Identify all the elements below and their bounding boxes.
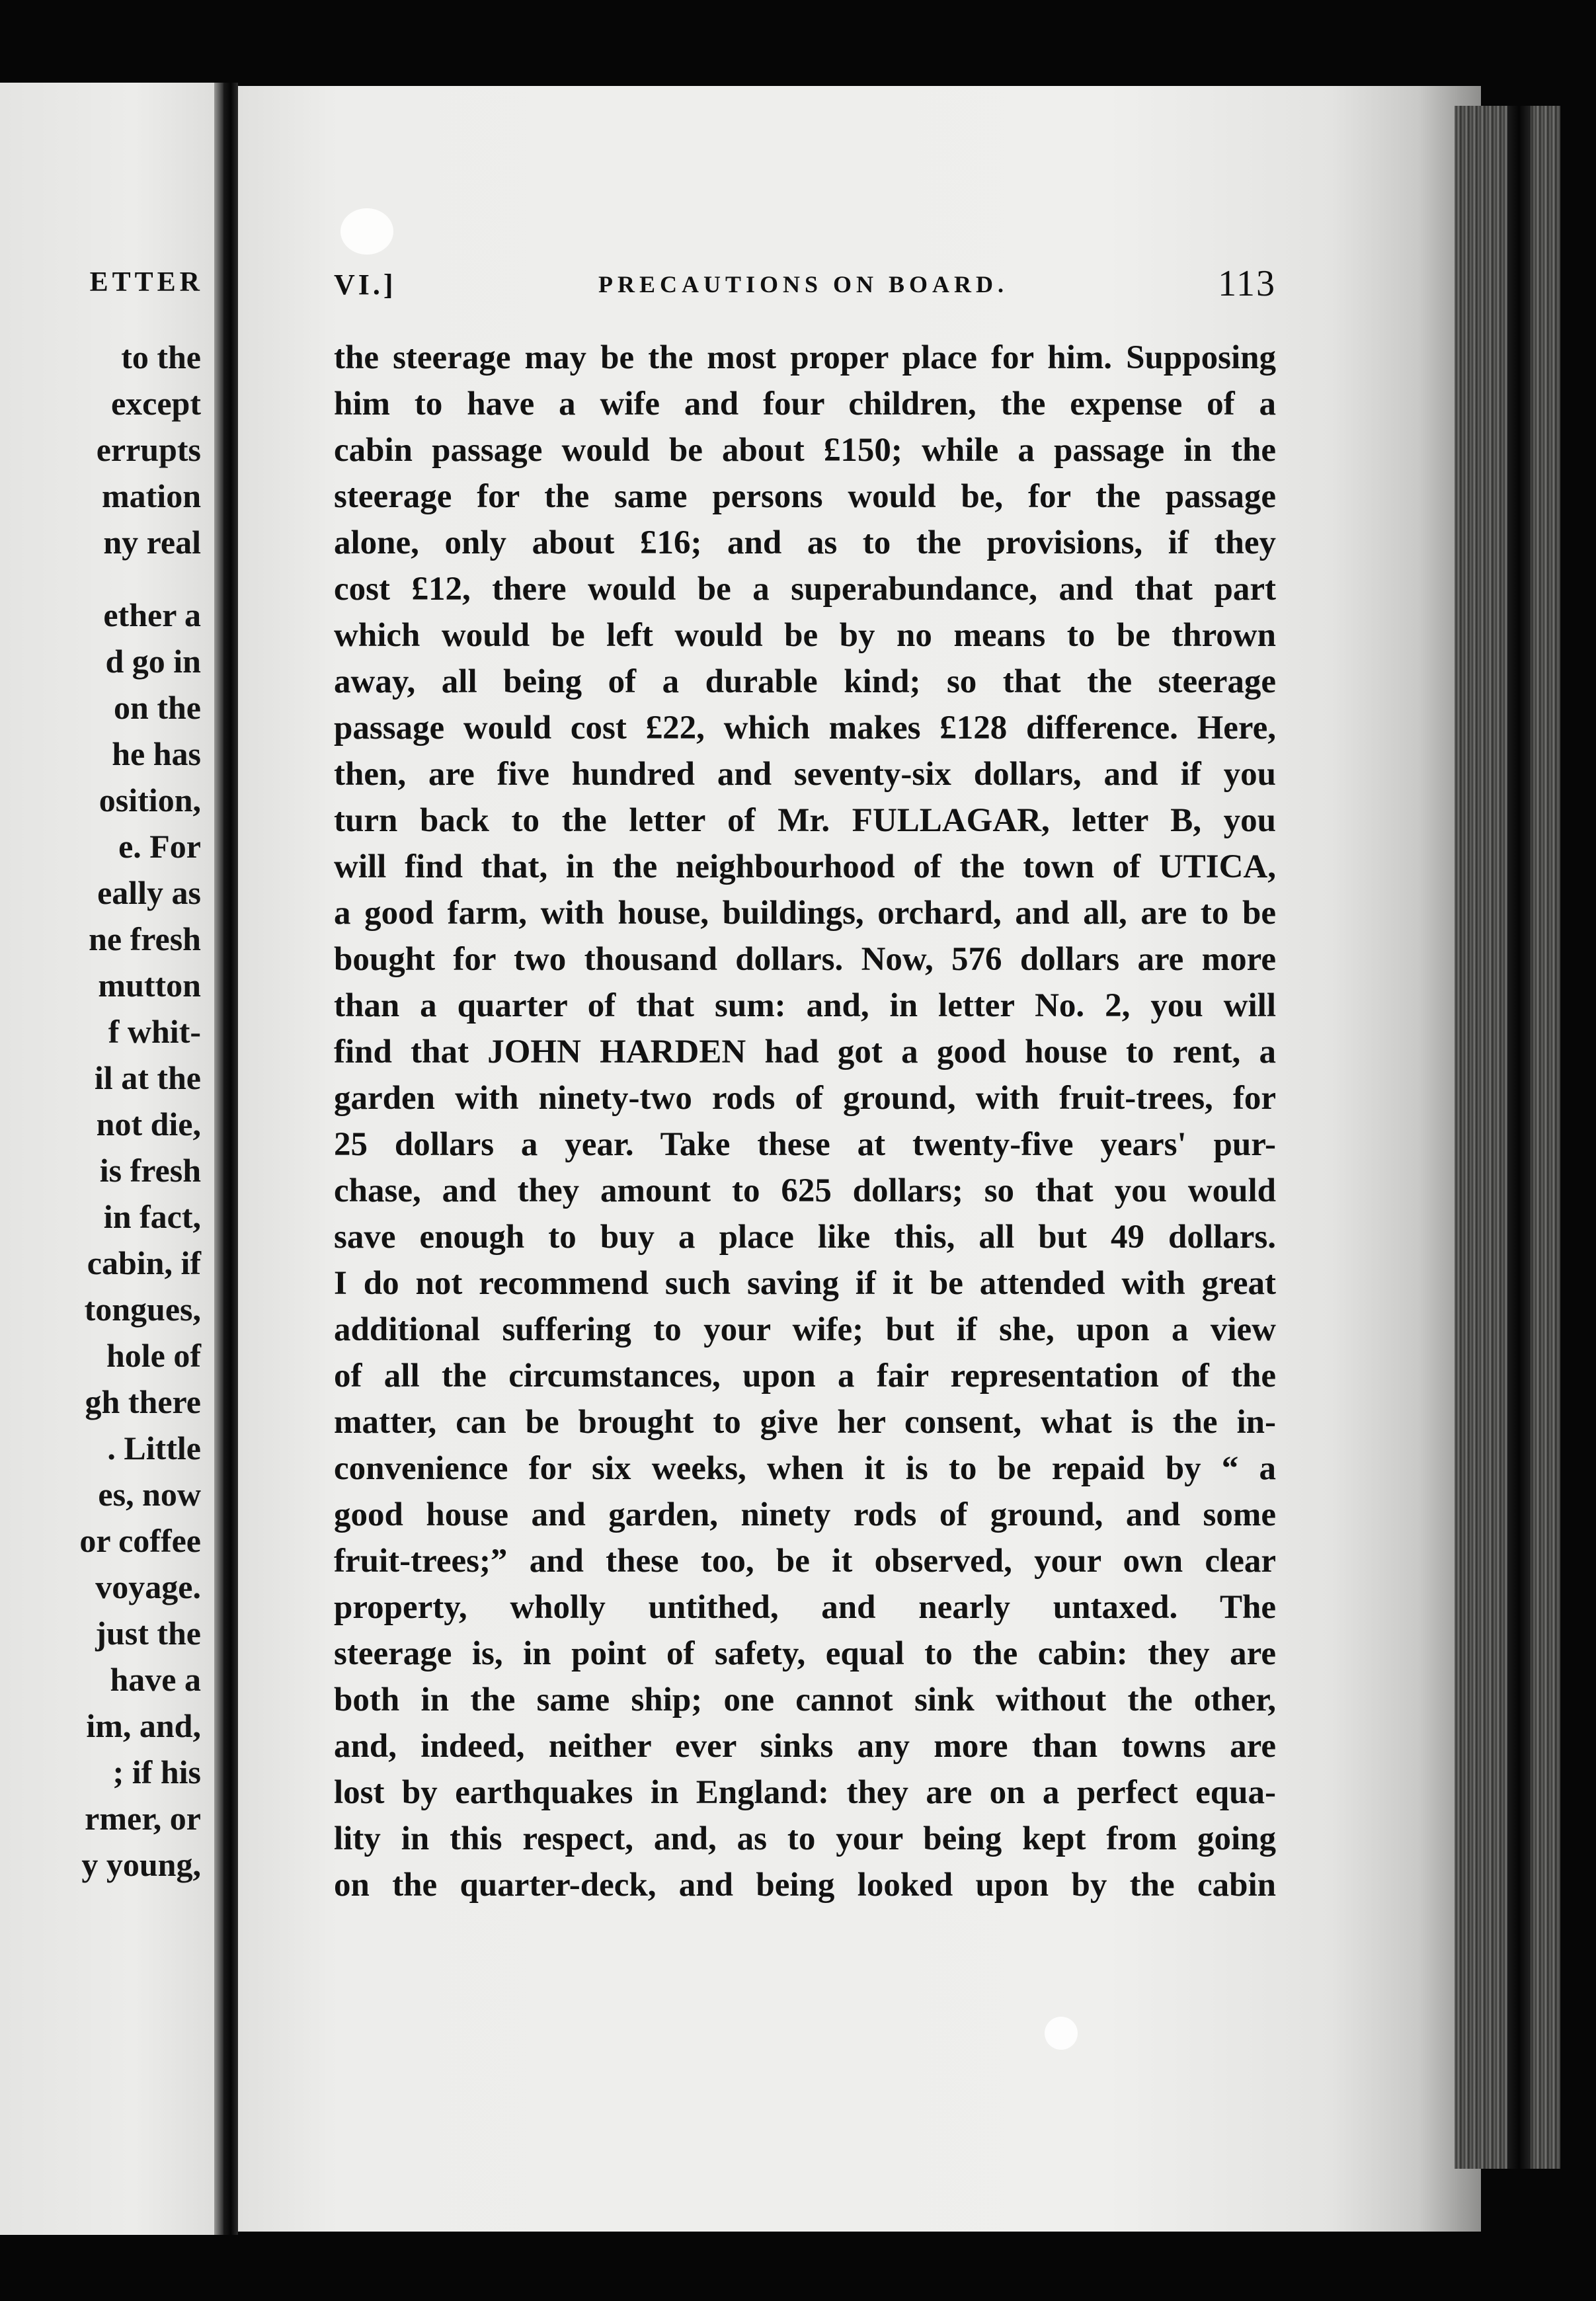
chapter-marker: VI.] xyxy=(334,268,397,301)
text-line: then, are five hundred and seventy-six dollars, and if you xyxy=(334,756,1276,793)
text-line: 25 dollars a year. Take these at twenty-five years' pur- xyxy=(334,1126,1276,1163)
left-facing-page xyxy=(0,83,223,2235)
scan-speck xyxy=(1045,2017,1078,2050)
left-text-line: rmer, or xyxy=(85,1800,201,1837)
text-line: on the quarter-deck, and being looked upon by the cabin xyxy=(334,1867,1276,1904)
text-line: a good farm, with house, buildings, orchard, and all, are to be xyxy=(334,895,1276,932)
left-text-line: f whit- xyxy=(108,1013,201,1050)
text-line: garden with ninety-two rods of ground, with fruit-trees, for xyxy=(334,1080,1276,1117)
left-text-line: not die, xyxy=(96,1106,201,1143)
left-text-line: to the xyxy=(121,339,201,376)
left-text-line: osition, xyxy=(99,782,201,819)
text-line: save enough to buy a place like this, all but 49 dollars. xyxy=(334,1219,1276,1256)
text-line: alone, only about £16; and as to the provisions, if they xyxy=(334,524,1276,561)
left-text-line: he has xyxy=(112,735,201,772)
left-page-gutter-shadow xyxy=(214,83,223,2235)
text-line: will find that, in the neighbourhood of the town of UTICA, xyxy=(334,848,1276,885)
text-line: lost by earthquakes in England: they are on a perfect equa- xyxy=(334,1774,1276,1811)
left-text-line: just the xyxy=(95,1615,201,1652)
left-text-line: es, now xyxy=(98,1476,201,1513)
left-text-line: except xyxy=(110,385,201,422)
left-text-line: hole of xyxy=(106,1337,201,1374)
left-text-line: cabin, if xyxy=(87,1244,201,1281)
text-line: and, indeed, neither ever sinks any more than towns are xyxy=(334,1728,1276,1765)
left-text-line: errupts xyxy=(96,431,201,468)
left-text-line: e. For xyxy=(118,828,201,865)
text-line: property, wholly untithed, and nearly untaxed. The xyxy=(334,1589,1276,1626)
text-line: bought for two thousand dollars. Now, 576 dollars are more xyxy=(334,941,1276,978)
left-text-line: d go in xyxy=(105,643,201,680)
text-line: both in the same ship; one cannot sink without the other, xyxy=(334,1681,1276,1718)
left-text-line: have a xyxy=(110,1661,201,1698)
text-line: find that JOHN HARDEN had got a good house to rent, a xyxy=(334,1033,1276,1070)
left-text-line: im, and, xyxy=(86,1707,201,1744)
left-text-line: il at the xyxy=(94,1059,201,1096)
left-text-line: y young, xyxy=(81,1846,201,1883)
text-line: away, all being of a durable kind; so that the steerage xyxy=(334,663,1276,700)
left-text-line: mation xyxy=(102,477,201,514)
running-head xyxy=(334,263,1276,307)
left-text-line: on the xyxy=(114,689,201,726)
left-text-line: in fact, xyxy=(103,1198,201,1235)
left-text-line: tongues, xyxy=(84,1291,201,1328)
page-number: 113 xyxy=(1218,263,1276,304)
text-line: matter, can be brought to give her consent, what is the in- xyxy=(334,1404,1276,1441)
text-line: him to have a wife and four children, the expense of a xyxy=(334,385,1276,423)
left-text-line: gh there xyxy=(85,1383,201,1420)
text-line: good house and garden, ninety rods of ground, and some xyxy=(334,1496,1276,1533)
text-line: which would be left would be by no means to be thrown xyxy=(334,617,1276,654)
left-text-line: mutton xyxy=(98,967,201,1004)
text-line: cabin passage would be about £150; while a passage in the xyxy=(334,432,1276,469)
text-line: turn back to the letter of Mr. FULLAGAR, letter B, you xyxy=(334,802,1276,839)
running-title: PRECAUTIONS ON BOARD. xyxy=(598,271,1009,298)
text-line: convenience for six weeks, when it is to be repaid by “ a xyxy=(334,1450,1276,1487)
left-text-line: eally as xyxy=(97,874,201,911)
left-text-line: or coffee xyxy=(79,1522,201,1559)
scan-speck xyxy=(340,208,393,255)
text-line: steerage for the same persons would be, for the passage xyxy=(334,478,1276,515)
text-line: of all the circumstances, upon a fair representation of the xyxy=(334,1357,1276,1394)
text-line: lity in this respect, and, as to your being kept from going xyxy=(334,1820,1276,1857)
text-line: cost £12, there would be a superabundance, and that part xyxy=(334,571,1276,608)
text-line: fruit-trees;” and these too, be it observed, your own clear xyxy=(334,1543,1276,1580)
fore-edge-shadow xyxy=(1507,106,1531,2169)
left-text-line: voyage. xyxy=(95,1568,201,1605)
text-line: chase, and they amount to 625 dollars; so that you would xyxy=(334,1172,1276,1209)
left-text-line: . Little xyxy=(107,1430,201,1467)
book-spine xyxy=(223,83,238,2235)
left-page-running-head: ETTER xyxy=(89,267,204,298)
left-text-line: is fresh xyxy=(99,1152,201,1189)
left-text-line: ; if his xyxy=(112,1754,201,1791)
body-text xyxy=(334,335,1276,1908)
left-text-line: ny real xyxy=(103,524,201,561)
text-line: passage would cost £22, which makes £128 difference. Here, xyxy=(334,709,1276,747)
text-line: steerage is, in point of safety, equal to the cabin: they are xyxy=(334,1635,1276,1672)
text-line: than a quarter of that sum: and, in letter No. 2, you will xyxy=(334,987,1276,1024)
left-text-line: ne fresh xyxy=(89,920,201,957)
text-line: I do not recommend such saving if it be attended with great xyxy=(334,1265,1276,1302)
text-line: the steerage may be the most proper place for him. Supposing xyxy=(334,339,1276,376)
left-text-line: ether a xyxy=(103,596,201,633)
page-fore-edge xyxy=(1455,106,1560,2169)
text-line: additional suffering to your wife; but if she, upon a view xyxy=(334,1311,1276,1348)
